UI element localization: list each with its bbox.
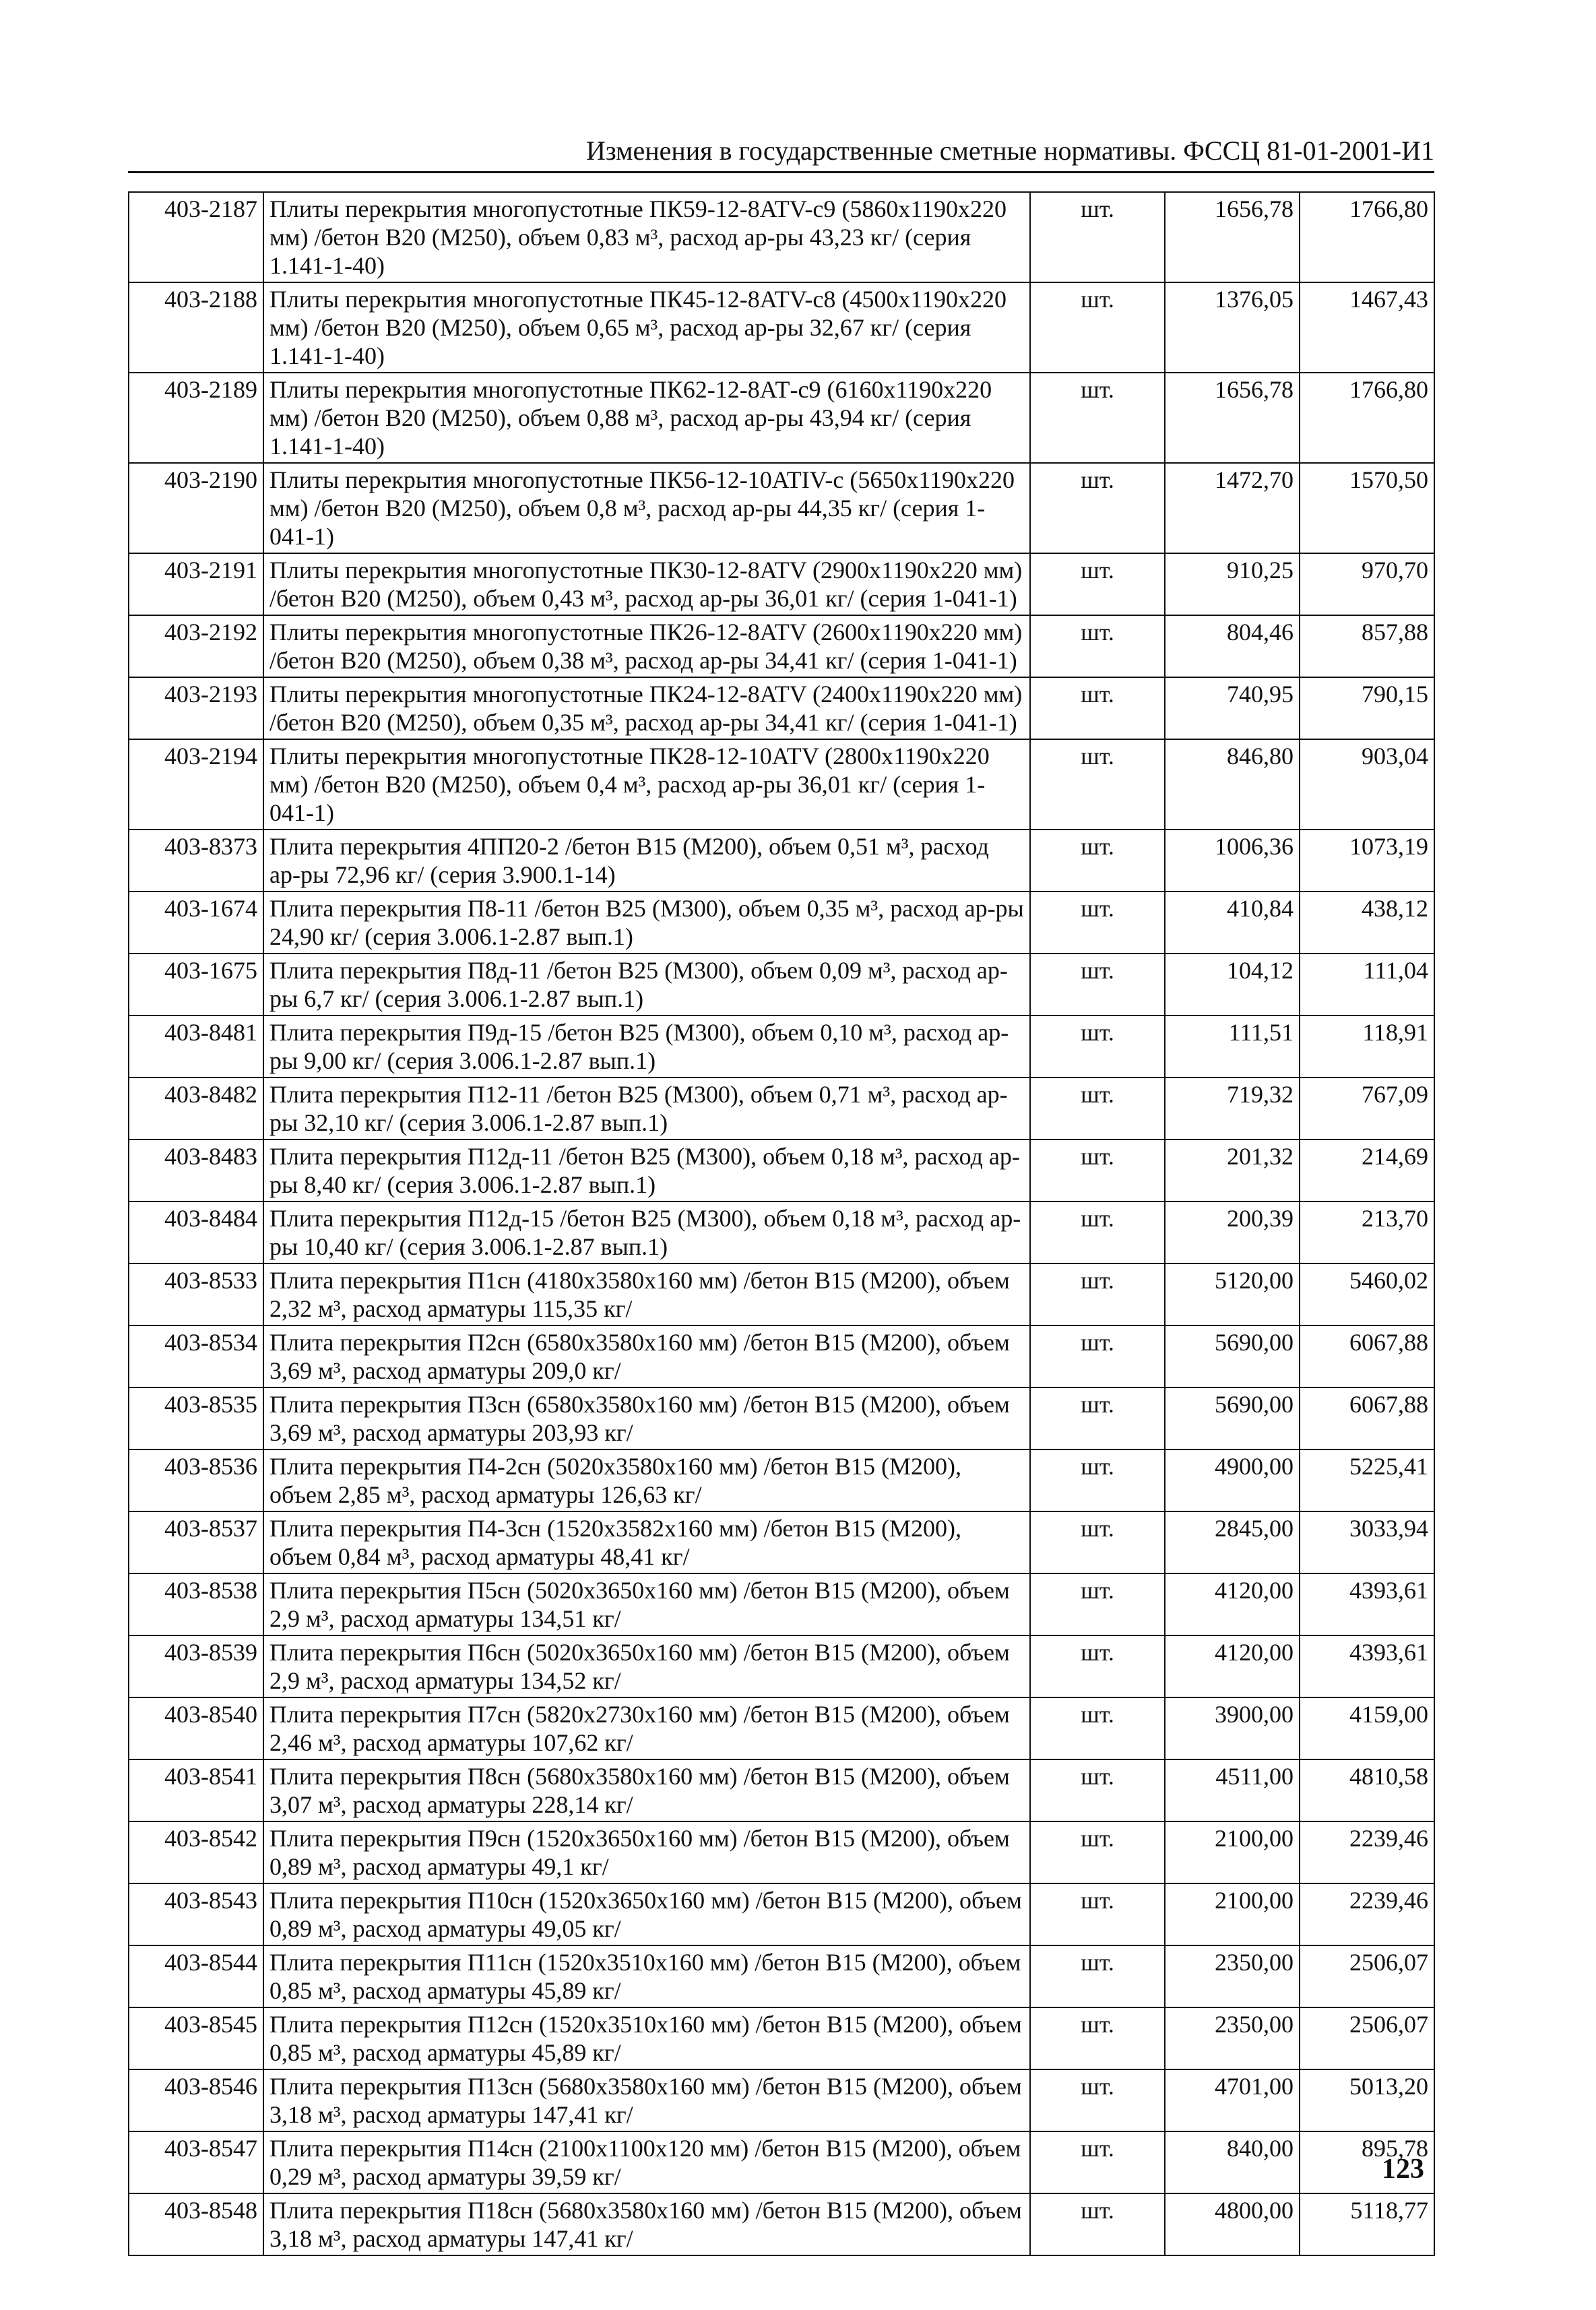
item-description: Плиты перекрытия многопустотные ПК59-12-8ATV-с9 (5860х1190х220 мм) /бетон В20 (М250), объем 0,83 м³, расход ар-ры 43,23 кг/ (серия 1.141-1-40) <box>263 192 1030 282</box>
item-description: Плита перекрытия П1сн (4180х3580х160 мм) /бетон В15 (М200), объем 2,32 м³, расход арматуры 115,35 кг/ <box>263 1263 1030 1325</box>
item-price-2: 213,70 <box>1300 1201 1434 1263</box>
item-description: Плита перекрытия П3сн (6580х3580х160 мм) /бетон В15 (М200), объем 3,69 м³, расход арматуры 203,93 кг/ <box>263 1387 1030 1449</box>
item-price-1: 111,51 <box>1165 1016 1300 1078</box>
item-price-1: 846,80 <box>1165 739 1300 830</box>
table-row <box>129 1511 1434 1573</box>
item-price-2: 3033,94 <box>1300 1511 1434 1573</box>
table-row <box>129 1449 1434 1511</box>
item-price-2: 5460,02 <box>1300 1263 1434 1325</box>
item-price-2: 767,09 <box>1300 1078 1434 1140</box>
item-price-2: 214,69 <box>1300 1140 1434 1201</box>
item-description: Плита перекрытия П18сн (5680х3580х160 мм) /бетон В15 (М200), объем 3,18 м³, расход арматуры 147,41 кг/ <box>263 2193 1030 2255</box>
item-price-2: 118,91 <box>1300 1016 1434 1078</box>
item-code: 403-8537 <box>129 1511 263 1573</box>
item-code: 403-8546 <box>129 2069 263 2131</box>
item-code: 403-8544 <box>129 1945 263 2007</box>
item-code: 403-8547 <box>129 2131 263 2193</box>
item-code: 403-8536 <box>129 1449 263 1511</box>
item-price-1: 1376,05 <box>1165 282 1300 373</box>
item-description: Плита перекрытия П8сн (5680х3580х160 мм) /бетон В15 (М200), объем 3,07 м³, расход арматуры 228,14 кг/ <box>263 1759 1030 1821</box>
item-unit: шт. <box>1030 192 1165 282</box>
item-description: Плиты перекрытия многопустотные ПК62-12-8АТ-с9 (6160х1190х220 мм) /бетон В20 (М250), объем 0,88 м³, расход ар-ры 43,94 кг/ (серия 1.141-1-40) <box>263 373 1030 463</box>
item-unit: шт. <box>1030 1263 1165 1325</box>
item-description: Плита перекрытия П11сн (1520х3510х160 мм) /бетон В15 (М200), объем 0,85 м³, расход арматуры 45,89 кг/ <box>263 1945 1030 2007</box>
table-row <box>129 615 1434 677</box>
item-unit: шт. <box>1030 1140 1165 1201</box>
item-unit: шт. <box>1030 1078 1165 1140</box>
item-price-1: 1656,78 <box>1165 373 1300 463</box>
item-unit: шт. <box>1030 1573 1165 1635</box>
table-row <box>129 1697 1434 1759</box>
item-price-1: 2100,00 <box>1165 1821 1300 1883</box>
item-description: Плита перекрытия П9д-15 /бетон В25 (М300), объем 0,10 м³, расход ар-ры 9,00 кг/ (серия 3.006.1-2.87 вып.1) <box>263 1016 1030 1078</box>
item-price-1: 4900,00 <box>1165 1449 1300 1511</box>
item-price-2: 970,70 <box>1300 553 1434 615</box>
item-price-1: 910,25 <box>1165 553 1300 615</box>
item-unit: шт. <box>1030 830 1165 892</box>
item-code: 403-8540 <box>129 1697 263 1759</box>
item-price-2: 2239,46 <box>1300 1883 1434 1945</box>
item-unit: шт. <box>1030 1635 1165 1697</box>
table-row <box>129 954 1434 1016</box>
item-code: 403-1674 <box>129 892 263 954</box>
item-code: 403-2187 <box>129 192 263 282</box>
table-row <box>129 2069 1434 2131</box>
item-code: 403-8373 <box>129 830 263 892</box>
item-price-2: 6067,88 <box>1300 1325 1434 1387</box>
item-price-1: 410,84 <box>1165 892 1300 954</box>
item-unit: шт. <box>1030 892 1165 954</box>
item-price-2: 5013,20 <box>1300 2069 1434 2131</box>
item-price-2: 2506,07 <box>1300 2007 1434 2069</box>
item-description: Плита перекрытия П12д-11 /бетон В25 (М300), объем 0,18 м³, расход ар-ры 8,40 кг/ (серия 3.006.1-2.87 вып.1) <box>263 1140 1030 1201</box>
item-code: 403-8535 <box>129 1387 263 1449</box>
item-code: 403-8534 <box>129 1325 263 1387</box>
item-code: 403-2191 <box>129 553 263 615</box>
item-description: Плита перекрытия П14сн (2100х1100х120 мм) /бетон В15 (М200), объем 0,29 м³, расход арматуры 39,59 кг/ <box>263 2131 1030 2193</box>
item-description: Плита перекрытия П8-11 /бетон В25 (М300), объем 0,35 м³, расход ар-ры 24,90 кг/ (серия 3.006.1-2.87 вып.1) <box>263 892 1030 954</box>
item-price-2: 111,04 <box>1300 954 1434 1016</box>
item-unit: шт. <box>1030 553 1165 615</box>
item-price-2: 857,88 <box>1300 615 1434 677</box>
table-row <box>129 1573 1434 1635</box>
price-table <box>128 191 1435 2256</box>
item-price-2: 5225,41 <box>1300 1449 1434 1511</box>
item-description: Плита перекрытия П8д-11 /бетон В25 (М300), объем 0,09 м³, расход ар-ры 6,7 кг/ (серия 3.006.1-2.87 вып.1) <box>263 954 1030 1016</box>
item-price-1: 840,00 <box>1165 2131 1300 2193</box>
table-row <box>129 2193 1434 2255</box>
table-row <box>129 192 1434 282</box>
item-price-2: 6067,88 <box>1300 1387 1434 1449</box>
page-number: 123 <box>1382 2154 1424 2185</box>
item-unit: шт. <box>1030 2007 1165 2069</box>
item-price-2: 2239,46 <box>1300 1821 1434 1883</box>
item-code: 403-2192 <box>129 615 263 677</box>
item-price-2: 438,12 <box>1300 892 1434 954</box>
item-price-1: 201,32 <box>1165 1140 1300 1201</box>
item-price-1: 5690,00 <box>1165 1387 1300 1449</box>
table-row <box>129 553 1434 615</box>
table-row <box>129 1016 1434 1078</box>
item-unit: шт. <box>1030 1511 1165 1573</box>
item-price-2: 5118,77 <box>1300 2193 1434 2255</box>
item-code: 403-8533 <box>129 1263 263 1325</box>
item-unit: шт. <box>1030 1821 1165 1883</box>
item-unit: шт. <box>1030 1697 1165 1759</box>
item-code: 403-2194 <box>129 739 263 830</box>
item-price-2: 4393,61 <box>1300 1573 1434 1635</box>
item-description: Плита перекрытия П4-3сн (1520х3582х160 мм) /бетон В15 (М200), объем 0,84 м³, расход арматуры 48,41 кг/ <box>263 1511 1030 1573</box>
table-row <box>129 1325 1434 1387</box>
item-unit: шт. <box>1030 463 1165 553</box>
item-description: Плита перекрытия П13сн (5680х3580х160 мм) /бетон В15 (М200), объем 3,18 м³, расход арматуры 147,41 кг/ <box>263 2069 1030 2131</box>
item-price-1: 3900,00 <box>1165 1697 1300 1759</box>
page-header: Изменения в государственные сметные нормативы. ФССЦ 81-01-2001-И1 <box>586 135 1434 166</box>
item-price-2: 1073,19 <box>1300 830 1434 892</box>
item-description: Плита перекрытия П9сн (1520х3650х160 мм) /бетон В15 (М200), объем 0,89 м³, расход арматуры 49,1 кг/ <box>263 1821 1030 1883</box>
item-price-1: 104,12 <box>1165 954 1300 1016</box>
table-row <box>129 1759 1434 1821</box>
item-price-1: 5690,00 <box>1165 1325 1300 1387</box>
item-price-1: 1472,70 <box>1165 463 1300 553</box>
item-unit: шт. <box>1030 1325 1165 1387</box>
item-price-2: 790,15 <box>1300 677 1434 739</box>
item-price-2: 4393,61 <box>1300 1635 1434 1697</box>
item-price-1: 2845,00 <box>1165 1511 1300 1573</box>
item-description: Плита перекрытия П7сн (5820х2730х160 мм) /бетон В15 (М200), объем 2,46 м³, расход арматуры 107,62 кг/ <box>263 1697 1030 1759</box>
price-table-body <box>129 192 1434 2255</box>
table-row <box>129 282 1434 373</box>
item-price-2: 895,78 <box>1300 2131 1434 2193</box>
item-price-1: 4120,00 <box>1165 1635 1300 1697</box>
item-code: 403-8483 <box>129 1140 263 1201</box>
item-price-2: 1766,80 <box>1300 373 1434 463</box>
item-unit: шт. <box>1030 2069 1165 2131</box>
item-price-1: 719,32 <box>1165 1078 1300 1140</box>
table-row <box>129 2007 1434 2069</box>
item-unit: шт. <box>1030 954 1165 1016</box>
item-code: 403-1675 <box>129 954 263 1016</box>
item-description: Плита перекрытия П10сн (1520х3650х160 мм) /бетон В15 (М200), объем 0,89 м³, расход арматуры 49,05 кг/ <box>263 1883 1030 1945</box>
item-unit: шт. <box>1030 1945 1165 2007</box>
table-row <box>129 739 1434 830</box>
item-price-1: 4120,00 <box>1165 1573 1300 1635</box>
item-unit: шт. <box>1030 373 1165 463</box>
item-price-1: 5120,00 <box>1165 1263 1300 1325</box>
item-description: Плита перекрытия П12сн (1520х3510х160 мм) /бетон В15 (М200), объем 0,85 м³, расход арматуры 45,89 кг/ <box>263 2007 1030 2069</box>
item-unit: шт. <box>1030 1201 1165 1263</box>
item-unit: шт. <box>1030 677 1165 739</box>
item-unit: шт. <box>1030 2131 1165 2193</box>
table-row <box>129 2131 1434 2193</box>
item-unit: шт. <box>1030 615 1165 677</box>
item-price-2: 4810,58 <box>1300 1759 1434 1821</box>
item-unit: шт. <box>1030 1759 1165 1821</box>
item-code: 403-8481 <box>129 1016 263 1078</box>
table-row <box>129 1140 1434 1201</box>
item-code: 403-8545 <box>129 2007 263 2069</box>
item-description: Плиты перекрытия многопустотные ПК24-12-8ATV (2400х1190х220 мм) /бетон В20 (М250), объем 0,35 м³, расход ар-ры 34,41 кг/ (серия 1-041-1) <box>263 677 1030 739</box>
table-row <box>129 892 1434 954</box>
item-code: 403-2193 <box>129 677 263 739</box>
item-description: Плиты перекрытия многопустотные ПК26-12-8ATV (2600х1190х220 мм) /бетон В20 (М250), объем 0,38 м³, расход ар-ры 34,41 кг/ (серия 1-041-1) <box>263 615 1030 677</box>
item-price-1: 2350,00 <box>1165 2007 1300 2069</box>
item-price-2: 903,04 <box>1300 739 1434 830</box>
item-price-1: 804,46 <box>1165 615 1300 677</box>
item-code: 403-8484 <box>129 1201 263 1263</box>
item-price-2: 2506,07 <box>1300 1945 1434 2007</box>
item-description: Плита перекрытия П6сн (5020х3650х160 мм) /бетон В15 (М200), объем 2,9 м³, расход арматуры 134,52 кг/ <box>263 1635 1030 1697</box>
item-code: 403-8541 <box>129 1759 263 1821</box>
item-price-2: 1570,50 <box>1300 463 1434 553</box>
table-row <box>129 1945 1434 2007</box>
table-row <box>129 1883 1434 1945</box>
item-description: Плита перекрытия П2сн (6580х3580х160 мм) /бетон В15 (М200), объем 3,69 м³, расход арматуры 209,0 кг/ <box>263 1325 1030 1387</box>
item-description: Плита перекрытия П4-2сн (5020х3580х160 мм) /бетон В15 (М200), объем 2,85 м³, расход арматуры 126,63 кг/ <box>263 1449 1030 1511</box>
item-unit: шт. <box>1030 1883 1165 1945</box>
item-code: 403-8543 <box>129 1883 263 1945</box>
item-description: Плиты перекрытия многопустотные ПК28-12-10ATV (2800х1190х220 мм) /бетон В20 (М250), объем 0,4 м³, расход ар-ры 36,01 кг/ (серия 1-041-1) <box>263 739 1030 830</box>
item-price-1: 2350,00 <box>1165 1945 1300 2007</box>
item-description: Плита перекрытия 4ПП20-2 /бетон В15 (М200), объем 0,51 м³, расход ар-ры 72,96 кг/ (серия 3.900.1-14) <box>263 830 1030 892</box>
item-unit: шт. <box>1030 282 1165 373</box>
item-description: Плита перекрытия П5сн (5020х3650х160 мм) /бетон В15 (М200), объем 2,9 м³, расход арматуры 134,51 кг/ <box>263 1573 1030 1635</box>
item-unit: шт. <box>1030 1449 1165 1511</box>
item-price-1: 4701,00 <box>1165 2069 1300 2131</box>
item-description: Плита перекрытия П12д-15 /бетон В25 (М300), объем 0,18 м³, расход ар-ры 10,40 кг/ (серия 3.006.1-2.87 вып.1) <box>263 1201 1030 1263</box>
table-row <box>129 1201 1434 1263</box>
item-price-1: 1006,36 <box>1165 830 1300 892</box>
item-price-1: 4800,00 <box>1165 2193 1300 2255</box>
item-unit: шт. <box>1030 739 1165 830</box>
table-row <box>129 677 1434 739</box>
table-row <box>129 1821 1434 1883</box>
item-unit: шт. <box>1030 2193 1165 2255</box>
item-code: 403-8542 <box>129 1821 263 1883</box>
item-price-1: 4511,00 <box>1165 1759 1300 1821</box>
item-code: 403-8548 <box>129 2193 263 2255</box>
item-description: Плиты перекрытия многопустотные ПК30-12-8ATV (2900х1190х220 мм) /бетон В20 (М250), объем 0,43 м³, расход ар-ры 36,01 кг/ (серия 1-041-1) <box>263 553 1030 615</box>
item-description: Плиты перекрытия многопустотные ПК56-12-10ATIV-с (5650х1190х220 мм) /бетон В20 (М250), объем 0,8 м³, расход ар-ры 44,35 кг/ (серия 1-041-1) <box>263 463 1030 553</box>
table-row <box>129 1078 1434 1140</box>
item-price-1: 740,95 <box>1165 677 1300 739</box>
item-price-1: 200,39 <box>1165 1201 1300 1263</box>
item-unit: шт. <box>1030 1016 1165 1078</box>
item-code: 403-2190 <box>129 463 263 553</box>
table-row <box>129 463 1434 553</box>
item-code: 403-2189 <box>129 373 263 463</box>
table-row <box>129 373 1434 463</box>
item-price-1: 2100,00 <box>1165 1883 1300 1945</box>
item-unit: шт. <box>1030 1387 1165 1449</box>
item-price-2: 1467,43 <box>1300 282 1434 373</box>
item-description: Плита перекрытия П12-11 /бетон В25 (М300), объем 0,71 м³, расход ар-ры 32,10 кг/ (серия 3.006.1-2.87 вып.1) <box>263 1078 1030 1140</box>
item-price-2: 4159,00 <box>1300 1697 1434 1759</box>
item-price-2: 1766,80 <box>1300 192 1434 282</box>
item-description: Плиты перекрытия многопустотные ПК45-12-8ATV-с8 (4500х1190х220 мм) /бетон В20 (М250), объем 0,65 м³, расход ар-ры 32,67 кг/ (серия 1.141-1-40) <box>263 282 1030 373</box>
item-code: 403-8539 <box>129 1635 263 1697</box>
item-price-1: 1656,78 <box>1165 192 1300 282</box>
table-row <box>129 1263 1434 1325</box>
item-code: 403-8538 <box>129 1573 263 1635</box>
item-code: 403-8482 <box>129 1078 263 1140</box>
table-row <box>129 830 1434 892</box>
header-rule <box>128 171 1434 173</box>
table-row <box>129 1635 1434 1697</box>
item-code: 403-2188 <box>129 282 263 373</box>
table-row <box>129 1387 1434 1449</box>
